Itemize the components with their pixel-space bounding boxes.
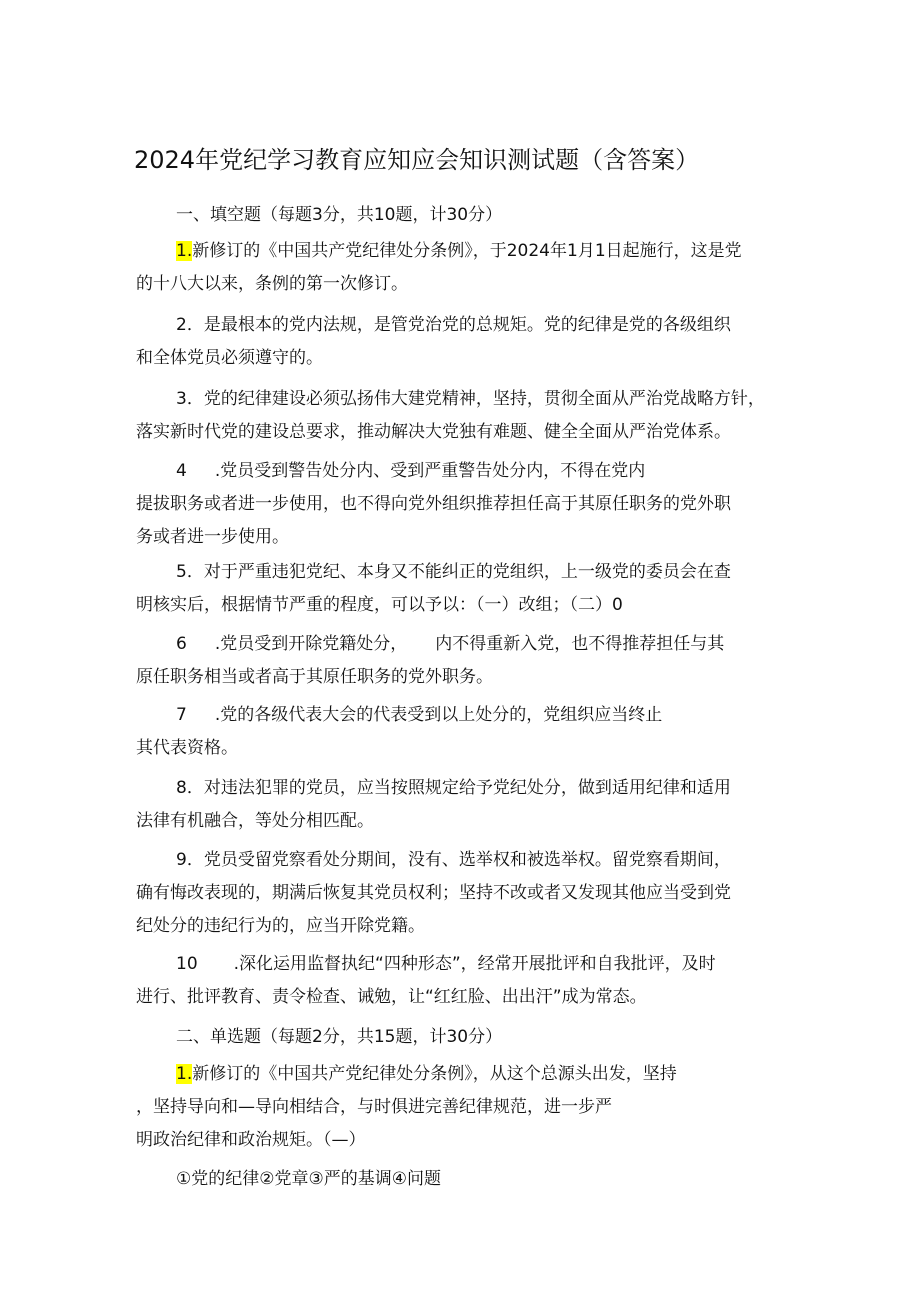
fill-question-1: 1.新修订的《中国共产党纪律处分条例》，于2024年1月1日起施行，这是党 的十八大以来，条例的第一次修订。 <box>136 241 742 294</box>
fill-question-5: 5．对于严重违犯党纪、本身又不能纠正的党组织，上一级党的委员会在查 明核实后，根据情节严重的程度，可以予以：（一）改组；（二）0 <box>136 562 731 615</box>
highlight-number: 1. <box>176 241 193 261</box>
highlight-number: 1. <box>176 1064 193 1084</box>
page-title: 2024年党纪学习教育应知应会知识测试题（含答案） <box>134 146 700 174</box>
fill-question-6: 6 .党员受到开除党籍处分， 内不得重新入党，也不得推荐担任与其 原任职务相当或者高于其原任职务的党外职务。 <box>136 634 725 687</box>
fill-question-4: 4 .党员受到警告处分内、受到严重警告处分内，不得在党内 提拔职务或者进一步使用，也不得向党外组织推荐担任高于其原任职务的党外职 务或者进一步使用。 <box>136 461 731 547</box>
section2-heading: 二、单选题（每题2分，共15题，计30分） <box>176 1027 503 1047</box>
fill-question-10: 10 .深化运用监督执纪“四种形态”，经常开展批评和自我批评，及时 进行、批评教育、责令检查、诫勉，让“红红脸、出出汗”成为常态。 <box>136 954 716 1007</box>
fill-question-9: 9．党员受留党察看处分期间，没有、选举权和被选举权。留党察看期间， 确有悔改表现的，期满后恢复其党员权利；坚持不改或者又发现其他应当受到党 纪处分的违纪行为的，应当开除党籍。 <box>136 850 731 936</box>
fill-question-3: 3．党的纪律建设必须弘扬伟大建党精神，坚持，贯彻全面从严治党战略方针， 落实新时代党的建设总要求，推动解决大党独有难题、健全全面从严治党体系。 <box>136 389 765 442</box>
fill-question-2: 2．是最根本的党内法规，是管党治党的总规矩。党的纪律是党的各级组织 和全体党员必须遵守的。 <box>136 315 731 368</box>
choice-question-1: 1.新修订的《中国共产党纪律处分条例》，从这个总源头出发，坚持 ，坚持导向和—导向相结合，与时俱进完善纪律规范，进一步严 明政治纪律和政治规矩。（—） <box>136 1064 677 1150</box>
choice-options: ①党的纪律②党章③严的基调④问题 <box>176 1169 441 1189</box>
fill-question-8: 8．对违法犯罪的党员，应当按照规定给予党纪处分，做到适用纪律和适用 法律有机融合，等处分相匹配。 <box>136 778 731 831</box>
fill-question-7: 7 .党的各级代表大会的代表受到以上处分的，党组织应当终止 其代表资格。 <box>136 705 663 758</box>
section1-heading: 一、填空题（每题3分，共10题，计30分） <box>176 205 503 225</box>
